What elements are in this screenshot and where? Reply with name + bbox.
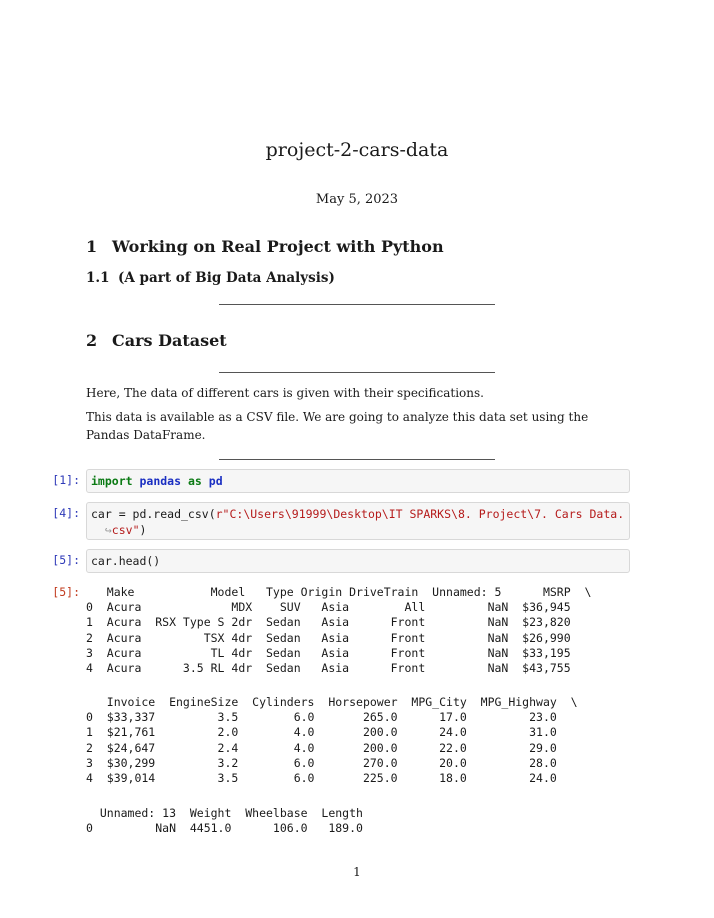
output-prompt: [5]: [52,585,80,599]
section-number: 2 [86,331,98,350]
code-cell[interactable] [86,549,630,573]
table-row: 0 Acura MDX SUV Asia All NaN $36,945 [86,600,571,615]
paragraph: Here, The data of different cars is given with their specifications. [86,386,484,400]
subsection-1-1-heading [86,270,335,286]
table-header: Make Model Type Origin DriveTrain Unnamed: 5 MSRP \ [86,585,592,599]
output-table-3 [86,806,363,836]
input-prompt: [1]: [52,473,80,487]
section-title: Working on Real Project with Python [112,237,444,256]
output-table-2 [86,695,578,786]
page-number: 1 [353,865,361,879]
table-header: Unnamed: 13 Weight Wheelbase Length [86,806,363,820]
table-row: 0 $33,337 3.5 6.0 265.0 17.0 23.0 [86,710,557,725]
line-continuation-icon: ↪ [104,523,112,537]
table-row: 3 $30,299 3.2 6.0 270.0 20.0 28.0 [86,755,557,770]
horizontal-rule [219,372,495,373]
code-text: car.head() [91,554,161,568]
section-1-heading [86,237,444,256]
input-prompt: [4]: [52,506,80,520]
code-cell[interactable] [86,469,630,493]
section-number: 1 [86,237,98,256]
output-table-1 [86,585,591,676]
code-module: pandas [139,474,182,488]
document-title: project-2-cars-data [265,139,449,161]
code-text: car = pd.read_csv( [91,507,216,521]
code-string: r"C:\Users\91999\Desktop\IT SPARKS\8. Project\7. Cars Data. [215,507,625,521]
code-text: ) [139,523,147,537]
section-title: Cars Dataset [112,331,227,350]
subsection-number: 1.1 [86,270,110,286]
horizontal-rule [219,304,495,305]
table-row: 4 Acura 3.5 RL 4dr Sedan Asia Front NaN $43,755 [86,661,571,676]
table-row: 1 Acura RSX Type S 2dr Sedan Asia Front NaN $23,820 [86,615,571,630]
table-header: Invoice EngineSize Cylinders Horsepower MPG_City MPG_Highway \ [86,695,578,709]
table-row: 4 $39,014 3.5 6.0 225.0 18.0 24.0 [86,771,557,786]
table-row: 3 Acura TL 4dr Sedan Asia Front NaN $33,195 [86,645,571,660]
code-cell[interactable] [86,502,630,540]
table-row: 1 $21,761 2.0 4.0 200.0 24.0 31.0 [86,725,557,740]
table-row: 0 NaN 4451.0 106.0 189.0 [86,821,363,836]
table-row: 2 $24,647 2.4 4.0 200.0 22.0 29.0 [86,740,557,755]
horizontal-rule [219,459,495,460]
paragraph: This data is available as a CSV file. We are going to analyze this data set using the Pandas DataFrame. [86,410,589,442]
table-row: 2 Acura TSX 4dr Sedan Asia Front NaN $26,990 [86,630,571,645]
document-date: May 5, 2023 [315,192,399,207]
subsection-title: (A part of Big Data Analysis) [118,270,335,286]
code-module: pd [208,474,223,488]
code-keyword: import [91,474,133,488]
code-keyword: as [187,474,202,488]
input-prompt: [5]: [52,553,80,567]
code-string: csv" [111,523,140,537]
section-2-heading [86,331,227,350]
